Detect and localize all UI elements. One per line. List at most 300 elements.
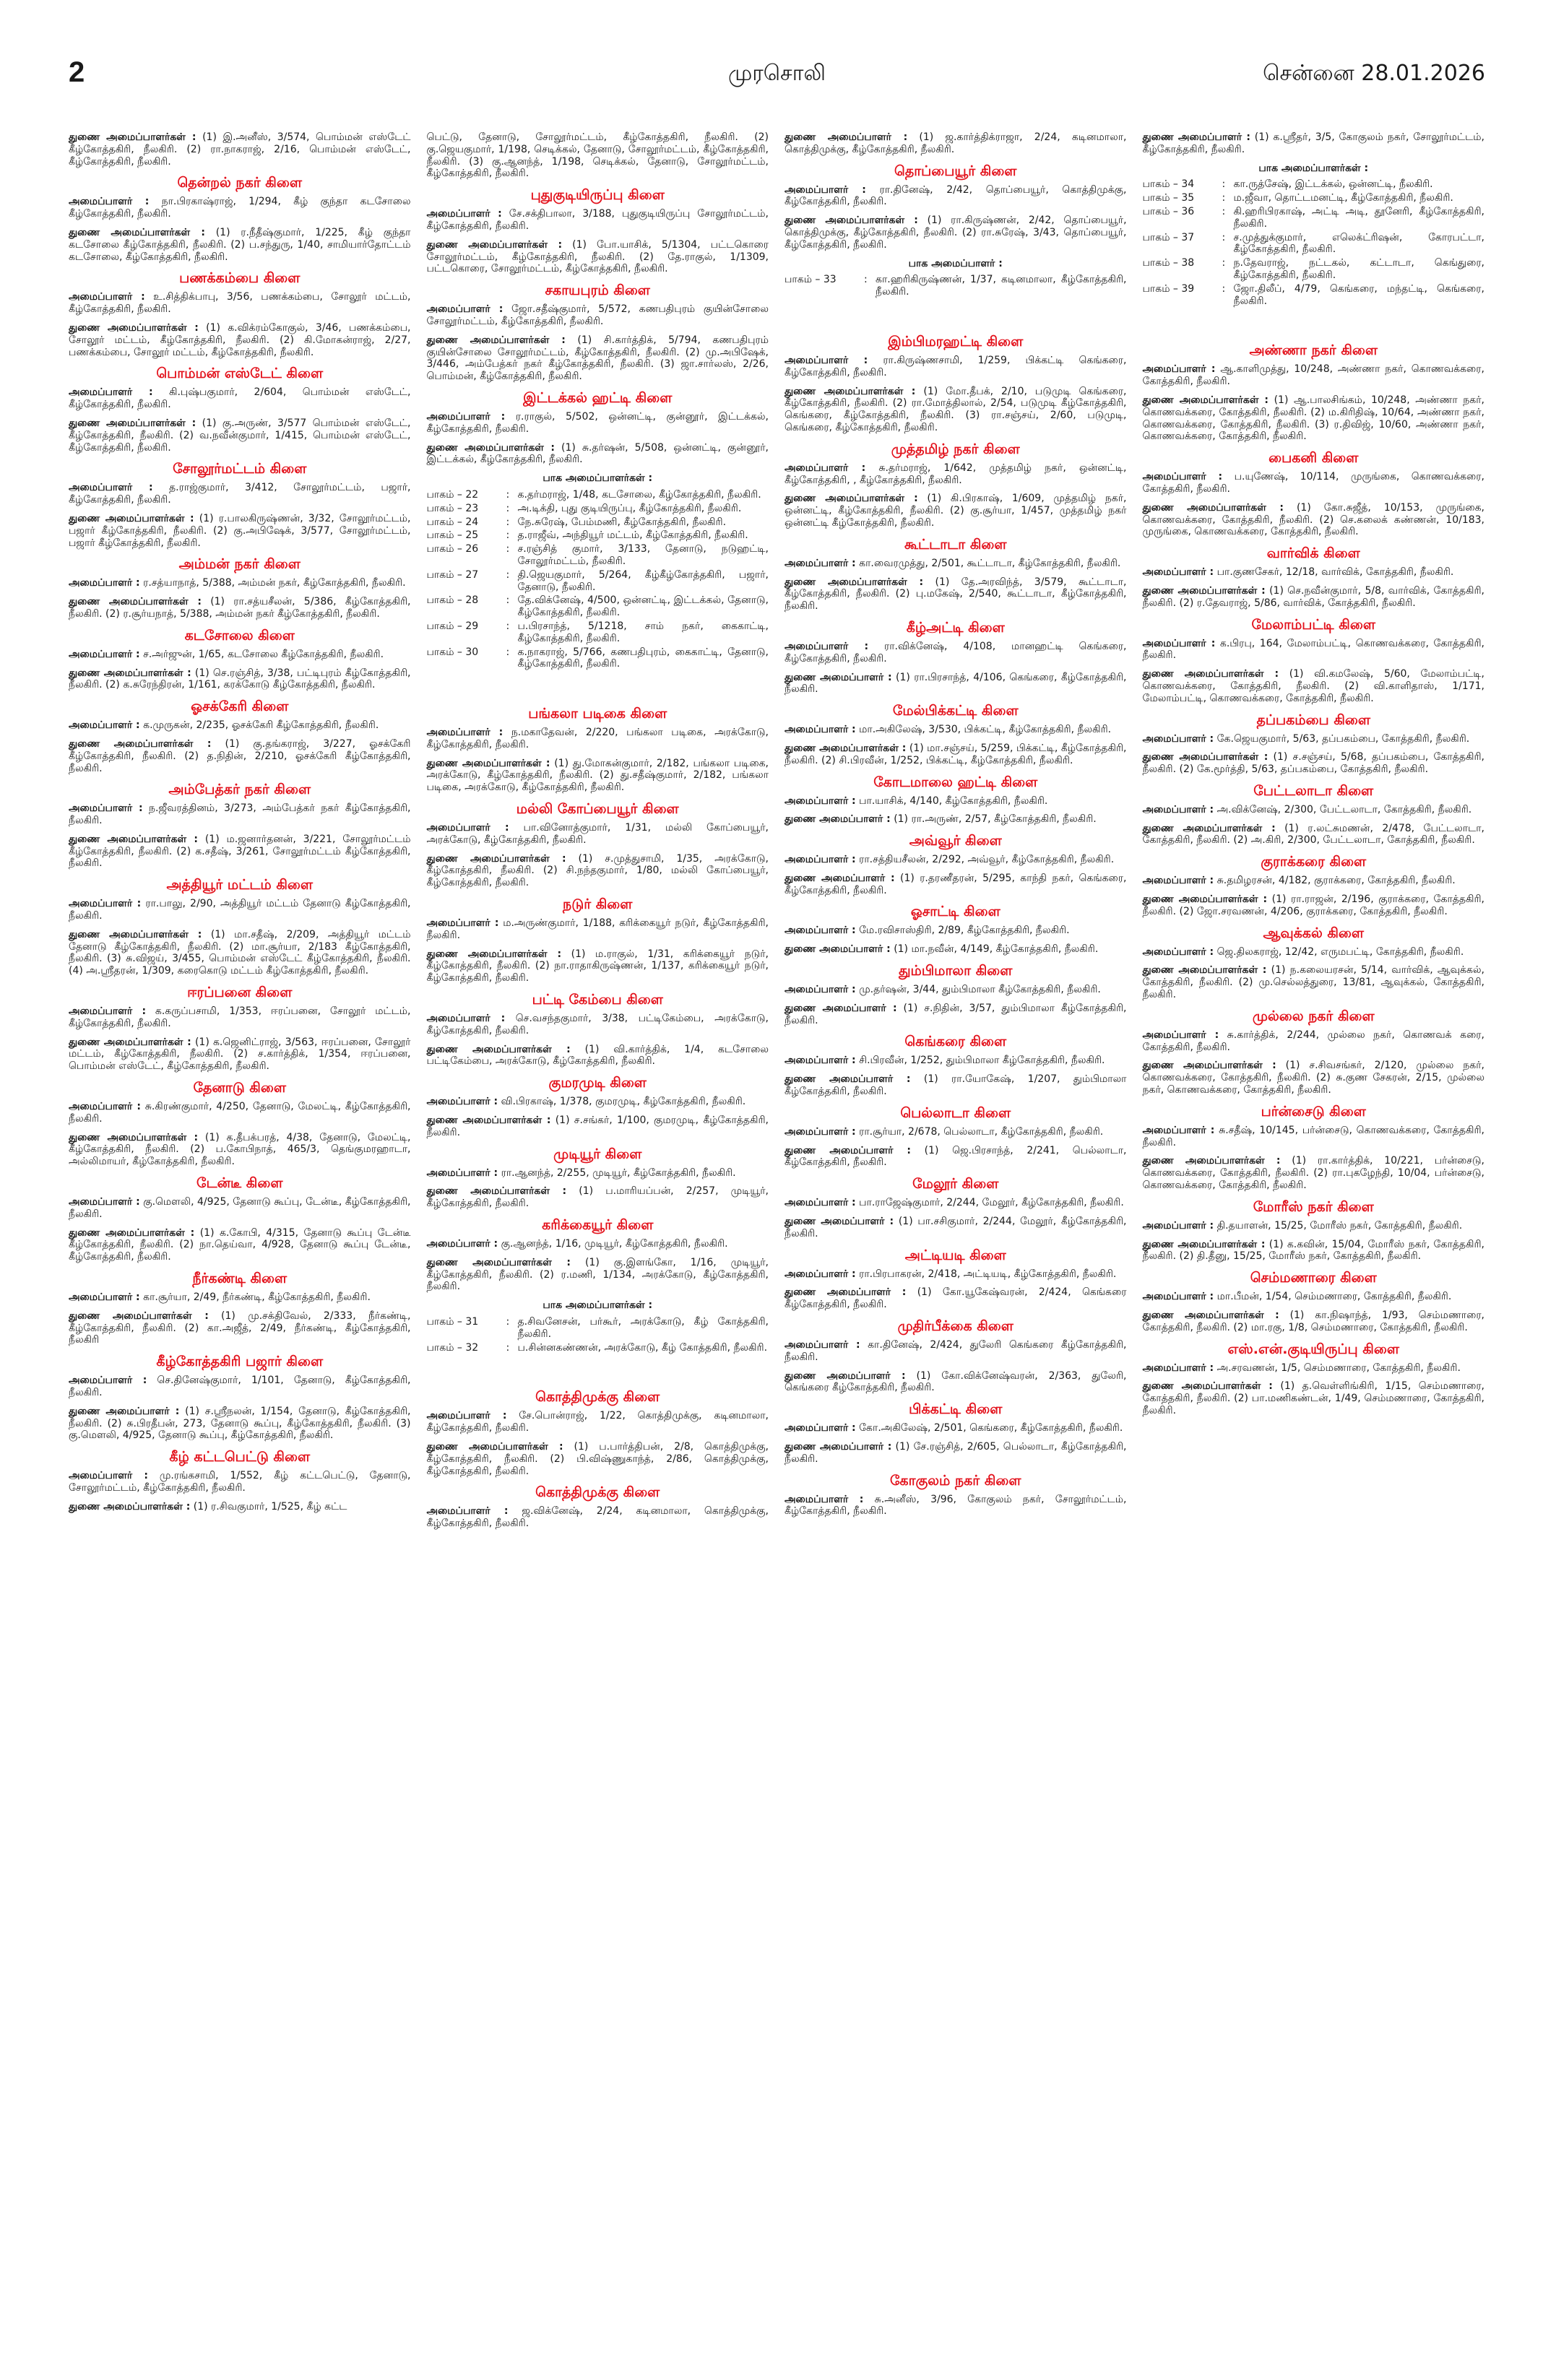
role-label: துணை அமைப்பாளர்கள் : <box>1142 394 1269 406</box>
role-label: அமைப்பாளர் : <box>785 1055 856 1067</box>
role-label: அமைப்பாளர் : <box>426 208 502 220</box>
role-label: அமைப்பாளர் : <box>69 196 150 208</box>
role-label: துணை அமைப்பாளர் : <box>785 813 891 826</box>
entry-text: (1) கோ.சுஜீத், 10/153, முருங்கை, கொணவக்கரை, கோத்தகிரி, நீலகிரி. (2) செ.கலைக் கண்ணன், 10/183, முருங்கை, கொணவக்கரை, கோத்தகிரி, நீலகிரி. <box>1142 501 1485 538</box>
entry-text: பா.யாசிக், 4/140, கீழ்கோத்தகிரி, நீலகிரி. <box>859 795 1048 807</box>
organizer-entry <box>1143 1220 1485 1232</box>
organizer-entry <box>69 1470 411 1494</box>
role-label: துணை அமைப்பாளர்கள் : <box>785 576 924 588</box>
organizer-entry <box>1143 733 1485 745</box>
entry-text: (1) மா.சஞ்சய், 5/259, பிக்கட்டி, கீழ்கோத்தகிரி, நீலகிரி. (2) சி.பிரவீன், 1/252, பிக்கட்டி, கீழ்கோத்தகிரி, நீலகிரி. <box>785 742 1127 766</box>
deputy-organizers-entry <box>69 1132 411 1168</box>
branch-heading: பிக்கட்டி கிளை <box>909 1401 1003 1418</box>
deputy-organizers-entry <box>427 948 769 985</box>
separator: : <box>1222 231 1226 243</box>
branch-heading: கரிக்கையூர் கிளை <box>542 1217 654 1234</box>
deputy-organizers-entry <box>1143 1155 1485 1191</box>
entry-text: ரா.பிரபாகரன், 2/418, அட்டியடி, கீழ்கோத்தகிரி, நீலகிரி. <box>859 1268 1117 1280</box>
role-label: துணை அமைப்பாளர்கள் : <box>1142 1155 1281 1167</box>
role-label: அமைப்பாளர் : <box>1142 1029 1219 1041</box>
entry-text: (1) ஜெ.பிரசாந்த், 2/241, பெல்லாடா, கீழ்கோத்தகிரி, நீலகிரி. <box>785 1144 1127 1169</box>
organizer-entry <box>69 1101 411 1125</box>
part-number <box>427 620 506 645</box>
organizer-entry <box>785 1268 1127 1281</box>
part-organizers-heading: பாக அமைப்பாளர்கள் : <box>543 1299 653 1312</box>
entry-text: சே.பொன்ராஜ், 1/22, கொத்திமுக்கு, கடினமாலா, கீழ்கோத்தகிரி, நீலகிரி. <box>426 1410 769 1435</box>
deputy-organizers-entry <box>1143 1310 1485 1334</box>
role-label: துணை அமைப்பாளர்கள் : <box>69 833 199 845</box>
deputy-organizers-entry <box>785 813 1127 826</box>
role-label: அமைப்பாளர் : <box>426 410 506 423</box>
part-organizer: ம.ஜீவா, தொட்டமனட்டி, கீழ்கோத்தகிரி, நீலகிரி. <box>1233 192 1453 204</box>
deputy-organizers-entry <box>69 513 411 549</box>
deputy-organizers-entry <box>1143 502 1485 538</box>
role-label: துணை அமைப்பாளர்கள் : <box>426 1256 571 1268</box>
deputy-organizers-entry <box>1143 1239 1485 1263</box>
part-entry <box>427 1342 769 1354</box>
role-label: துணை அமைப்பாளர்கள் : <box>1142 893 1268 906</box>
role-label: துணை அமைப்பாளர்கள் : <box>69 1036 191 1048</box>
masthead <box>69 56 1485 100</box>
branch-heading: பர்ன்சைடு கிளை <box>1261 1103 1366 1120</box>
organizer-entry <box>1143 804 1485 816</box>
entry-text: உ.சித்திக்பாபு, 3/56, பணக்கம்பை, சோலூர் மட்டம், கீழ்கோத்தகிரி, நீலகிரி. <box>69 291 411 316</box>
role-label: துணை அமைப்பாளர்கள் : <box>69 737 212 750</box>
deputy-organizers-entry <box>69 929 411 977</box>
entry-text: ஜெ.திலகராஜ், 12/42, எருமபட்டி, கோத்தகிரி, நீலகிரி. <box>1216 945 1464 958</box>
role-label: துணை அமைப்பாளர்கள் : <box>426 948 562 960</box>
separator: : <box>506 488 510 501</box>
branch-heading: கூட்டாடா கிளை <box>904 536 1007 553</box>
part-organizer: ப.பிரசாந்த், 5/1218, சாம் நகர், கைகாட்டி, கீழ்கோத்தகிரி, நீலகிரி. <box>517 620 769 644</box>
organizer-entry <box>785 925 1127 937</box>
branch-heading: முடியூர் கிளை <box>553 1146 642 1162</box>
part-number <box>427 503 506 515</box>
part-num: 24 <box>465 516 479 528</box>
entry-text: (1) கா.நிஷாந்த், 1/93, செம்மணாரை, கோத்தகிரி, நீலகிரி. (2) மா.ரகு, 1/8, செம்மணாரை, கோத்தகிரி, நீலகிரி. <box>1142 1310 1485 1333</box>
branch-heading: நீர்கண்டி கிளை <box>192 1271 288 1287</box>
branch-heading: கீழ் கட்டபெட்டு கிளை <box>169 1449 311 1466</box>
part-organizer: தே.விக்னேஷ், 4/500, ஒன்னட்டி, இட்டக்கல், தேனாடு, கீழ்கோத்தகிரி, நீலகிரி. <box>517 594 769 619</box>
branch-heading: கீழ்கோத்தகிரி பஜார் கிளை <box>156 1354 324 1370</box>
entry-text: (1) செ.நவீன்குமார், 5/8, வார்விக், கோத்தகிரி, நீலகிரி. (2) ர.தேவராஜ், 5/86, வார்விக், கோத்தகிரி, நீலகிரி. <box>1142 584 1484 609</box>
organizer-entry <box>1143 1125 1485 1149</box>
part-entry <box>427 516 769 529</box>
entry-text: பா.ராஜேஷ்குமார், 2/244, மேலூர், கீழ்கோத்தகிரி, நீலகிரி. <box>859 1197 1124 1209</box>
deputy-organizers-entry <box>1143 1060 1485 1096</box>
deputy-organizers-entry <box>785 1073 1127 1098</box>
entry-text: சே.சக்திபாலா, 3/188, புதுகுடியிருப்பு சோலூர்மட்டம், கீழ்கோத்தகிரி, நீலகிரி. <box>426 208 769 232</box>
deputy-organizers-entry <box>1143 964 1485 1000</box>
role-label: அமைப்பாளர் : <box>69 1291 140 1304</box>
part-prefix: பாகம் – <box>426 1341 462 1354</box>
branch-heading: இட்டக்கல் ஹட்டி கிளை <box>523 389 673 406</box>
role-label: அமைப்பாளர் : <box>785 354 868 366</box>
deputy-organizers-entry <box>69 596 411 620</box>
part-num: 28 <box>465 594 479 607</box>
organizer-entry <box>69 386 411 411</box>
part-prefix: பாகம் – <box>1142 192 1178 204</box>
deputy-organizers-entry <box>1143 751 1485 776</box>
entry-text: (1) போ.யாசிக், 5/1304, பட்டகொரை சோலூர்மட்டம், கீழ்கோத்தகிரி, நீலகிரி. (2) தே.ராகுல், 1/1309, பட்டகொரை, சோலூர்மட்டம், கீழ்கோத்தகிரி, நீலகிரி. <box>426 238 769 275</box>
branch-heading: பெல்லாடா கிளை <box>900 1104 1011 1121</box>
role-label: துணை அமைப்பாளர்கள் : <box>785 385 916 397</box>
organizer-entry <box>785 1197 1127 1209</box>
organizer-entry <box>427 1410 769 1435</box>
branch-heading: மோரீஸ் நகர் கிளை <box>1253 1198 1374 1215</box>
deputy-organizers-entry <box>69 667 411 692</box>
organizer-entry <box>427 1013 769 1037</box>
entry-text: (1) சி.கார்த்திக், 5/794, கணபதிபுரம் குயின்சோலை சோலூர்மட்டம், கீழ்கோத்தகிரி, நீலகிரி. (2) மு.அபிஷேக், 3/446, அம்பேத்கர் நகர் கீழ்கோத்தகிரி, நீலகிரி. (3) ஜா.சார்லஸ், 2/26, பொம்மன், கீழ்கோத்தகிரி, நீலகிரி. <box>426 334 769 383</box>
organizer-entry <box>69 898 411 922</box>
role-label: அமைப்பாளர் : <box>1142 1219 1214 1232</box>
continued-entry <box>427 131 769 180</box>
entry-text: (1) ம.ஜனார்தனன், 3/221, சோலூர்மட்டம் கீழ்கோத்தகிரி, நீலகிரி. (2) க.சதீஷ், 3/261, சோலூர்மட்டம் கீழ்கோத்தகிரி, நீலகிரி. <box>69 833 411 870</box>
organizer-entry <box>1143 1291 1485 1303</box>
branch-heading: கொத்திமுக்கு கிளை <box>535 1484 660 1501</box>
part-number <box>785 274 864 298</box>
role-label: அமைப்பாளர் : <box>785 1339 860 1351</box>
part-organizer: ஜோ.திலீப், 4/79, கெங்கரை, மந்தட்டி, கெங்கரை, நீலகிரி. <box>1233 282 1484 307</box>
entry-text: (1) கு.தங்கராஜ், 3/227, ஓசக்கேரி கீழ்கோத்தகிரி, நீலகிரி. (2) த.நிதின், 2/210, ஓசக்கேரி கீழ்கோத்தகிரி, நீலகிரி. <box>69 737 411 774</box>
deputy-organizers-entry <box>785 1145 1127 1169</box>
entry-text: (1) க.கவின், 15/04, மோரீஸ் நகர், கோத்தகிரி, நீலகிரி. (2) தி.தீனு, 15/25, மோரீஸ் நகர், கோத்தகிரி, நீலகிரி. <box>1142 1238 1485 1263</box>
branch-heading: ஆவுக்கல் கிளை <box>1263 925 1365 941</box>
branch-heading: முதிர்பீக்கை கிளை <box>897 1318 1013 1335</box>
entry-text: (1) ப.பார்த்திபன், 2/8, கொத்திமுக்கு, கீழ்கோத்தகிரி, நீலகிரி. (2) பி.விஷ்ணுகாந்த், 2/86, கொத்திமுக்கு, கீழ்கோத்தகிரி, நீலகிரி. <box>426 1440 769 1477</box>
deputy-organizers-entry <box>69 227 411 263</box>
entry-text: (1) ந.கலையரசன், 5/14, வார்விக், ஆவுக்கல், கோத்தகிரி, நீலகிரி. (2) மு.செல்லத்துரை, 13/81, ஆவுக்கல், கோத்தகிரி, நீலகிரி. <box>1142 964 1484 1001</box>
branch-heading: மேலூர் கிளை <box>912 1176 999 1193</box>
part-num: 35 <box>1181 192 1195 204</box>
branch-heading: குராக்கரை கிளை <box>1261 854 1367 870</box>
role-label: அமைப்பாளர் : <box>69 648 140 660</box>
entry-text: அ.சரவணன், 1/5, செம்மணாரை, கோத்தகிரி, நீலகிரி. <box>1216 1362 1461 1374</box>
part-number <box>427 516 506 529</box>
organizer-entry <box>427 411 769 436</box>
entry-text: பா.குணசேகர், 12/18, வார்விக், கோத்தகிரி, நீலகிரி. <box>1216 566 1454 579</box>
separator: : <box>506 1316 510 1328</box>
part-entry <box>427 543 769 568</box>
entry-text: ரா.தினேஷ், 2/42, தொப்பையூர், கொத்திமுக்கு, கீழ்கோத்தகிரி, நீலகிரி. <box>785 183 1127 208</box>
organizer-entry <box>785 558 1127 570</box>
branch-heading: தென்றல் நகர் கிளை <box>177 175 302 191</box>
branch-heading: கொத்திமுக்கு கிளை <box>535 1389 660 1406</box>
role-label: துணை அமைப்பாளர்கள் : <box>69 321 199 334</box>
deputy-organizers-entry <box>69 1501 411 1513</box>
deputy-organizers-entry <box>1143 394 1485 443</box>
role-label: துணை அமைப்பாளர் : <box>785 1144 912 1156</box>
organizer-entry <box>785 1422 1127 1435</box>
entry-text: (1) க.ஜெனிட்ராஜ், 3/563, ஈரப்பனை, சோலூர் மட்டம், கீழ்கோத்தகிரி, நீலகிரி. (2) ச.கார்த்திக், 1/354, ஈரப்பனை, பொம்மன் எஸ்டேட், கீழ்கோத்தகிரி, நீலகிரி. <box>69 1036 411 1073</box>
branch-heading: செம்மணாரை கிளை <box>1250 1270 1377 1286</box>
organizer-entry <box>427 1167 769 1180</box>
entry-text: (1) ச.முத்துசாமி, 1/35, அரக்கோடு, கீழ்கோத்தகிரி, நீலகிரி. (2) சி.நந்தகுமார், 1/80, மல்லி கோப்பையூர், கீழ்கோத்தகிரி, நீலகிரி. <box>426 852 769 889</box>
branch-heading: தப்பகம்பை கிளை <box>1256 711 1371 728</box>
deputy-organizers-entry <box>69 1227 411 1263</box>
part-number <box>1143 206 1222 230</box>
entry-text: மா.அகிலேஷ், 3/530, பிக்கட்டி, கீழ்கோத்தகிரி, நீலகிரி. <box>859 724 1112 736</box>
deputy-organizers-entry <box>427 1044 769 1068</box>
part-num: 36 <box>1181 205 1195 217</box>
deputy-organizers-entry <box>785 943 1127 956</box>
entry-text: கு.ஆனந்த், 1/16, முடியூர், கீழ்கோத்தகிரி, நீலகிரி. <box>501 1238 728 1250</box>
part-entry <box>1143 257 1485 282</box>
entry-text: (1) கு.அருண், 3/577 பொம்மன் எஸ்டேட், கீழ்கோத்தகிரி, நீலகிரி. (2) வ.நவீன்குமார், 1/415, பொம்மன் எஸ்டேட், கீழ்கோத்தகிரி, நீலகிரி. <box>69 417 411 454</box>
organizer-entry <box>69 1005 411 1030</box>
entry-text: கே.ஜெயகுமார், 5/63, தப்பகம்பை, கோத்தகிரி, நீலகிரி. <box>1216 732 1470 745</box>
role-label: துணை அமைப்பாளர்கள் : <box>69 417 196 429</box>
branch-heading: பணக்கம்பை கிளை <box>179 270 301 287</box>
entry-text: (1) மா.சதீஷ், 2/209, அத்தியூர் மட்டம் தேனாடு கீழ்கோத்தகிரி, நீலகிரி. (2) மா.சூர்யா, 2/183 கீழ்கோத்தகிரி, நீலகிரி. (3) சு.விஜய், 3/455, பொம்மன் எஸ்டேட் கீழ்கோத்தகிரி, நீலகிரி. (4) அ.ஸ்ரீதரன், 1/309, கரைகொடு மட்டம் கீழ்கோத்தகிரி, நீலகிரி. <box>69 928 411 977</box>
deputy-organizers-entry <box>427 758 769 794</box>
article-columns <box>69 131 1484 1536</box>
organizer-entry <box>69 482 411 506</box>
role-label: அமைப்பாளர் : <box>785 183 866 196</box>
branch-heading: ஈரப்பனை கிளை <box>187 985 293 1001</box>
part-entry <box>427 620 769 645</box>
part-prefix: பாகம் – <box>426 568 462 581</box>
part-organizer: க.தர்மராஜ், 1/48, கடசோலை, கீழ்கோத்தகிரி, நீலகிரி. <box>517 488 761 501</box>
entry-text: ஆ.காளிமுத்து, 10/248, அண்ணா நகர், கொணவக்கரை, கோத்தகிரி, நீலகிரி. <box>1142 363 1484 388</box>
role-label: அமைப்பாளர் : <box>785 724 856 736</box>
entry-text: மு.தர்ஷன், 3/44, தும்பிமாலா கீழ்கோத்தகிரி, நீலகிரி. <box>859 984 1101 996</box>
role-label: அமைப்பாளர் : <box>785 1197 856 1209</box>
branch-heading: தொப்பையூர் கிளை <box>894 163 1017 179</box>
role-label: துணை அமைப்பாளர் : <box>785 1369 906 1382</box>
branch-heading: கோகுலம் நகர் கிளை <box>889 1472 1021 1489</box>
role-label: துணை அமைப்பாளர்கள் : <box>69 667 191 679</box>
deputy-organizers-entry <box>1143 131 1485 156</box>
entry-text: ரா.விக்னேஷ், 4/108, மானஹட்டி கெங்கரை, கீழ்கோத்தகிரி, நீலகிரி. <box>785 640 1127 665</box>
entry-text: பா.வினோத்குமார், 1/31, மல்லி கோப்பையூர், அரக்கோடு, கீழ்கோத்தகிரி, நீலகிரி. <box>426 822 769 846</box>
entry-text: (1) வி.கமலேஷ், 5/60, மேலாம்பட்டி, கொணவக்கரை, கோத்தகிரி, நீலகிரி. (2) வி.காளிதாஸ், 1/171, மேலாம்பட்டி, கொணவக்கரை, கோத்தகிரி, நீலகிரி. <box>1142 668 1485 704</box>
entry-text: ரா.ஆனந்த், 2/255, முடியூர், கீழ்கோத்தகிரி, நீலகிரி. <box>501 1167 736 1179</box>
column-1 <box>69 131 411 1536</box>
role-label: அமைப்பாளர் : <box>426 1410 507 1422</box>
deputy-organizers-entry <box>785 873 1127 897</box>
role-label: அமைப்பாளர் : <box>1142 1124 1215 1136</box>
part-organizer: ச.ரஞ்சித் குமார், 3/133, தேனாடு, நடுஹட்டி, சோலூர்மட்டம், நீலகிரி. <box>517 543 769 567</box>
organizer-entry <box>785 854 1127 866</box>
organizer-entry <box>1143 471 1485 496</box>
entry-text: (1) ரா.ராஜன், 2/196, குராக்கரை, கோத்தகிரி, நீலகிரி. (2) ஜோ.சரவணன், 4/206, குராக்கரை, கோத்தகிரி, நீலகிரி. <box>1142 893 1484 917</box>
role-label: துணை அமைப்பாளர் : <box>785 1002 897 1014</box>
part-prefix: பாகம் – <box>426 620 462 632</box>
role-label: துணை அமைப்பாளர்கள் : <box>1142 584 1266 597</box>
entry-text: (1) மு.சக்திவேல், 2/333, நீர்கண்டி, கீழ்கோத்தகிரி, நீலகிரி. (2) கா.அஜீத், 2/49, நீர்கண்டி, கீழ்கோத்தகிரி, நீலகிரி <box>69 1310 411 1346</box>
entry-text: (1) ரா.யோகேஷ், 1/207, தும்பிமாலா கீழ்கோத்தகிரி, நீலகிரி. <box>785 1073 1127 1098</box>
role-label: அமைப்பாளர் : <box>69 577 140 589</box>
entry-text: (1) ரா.அருண், 2/57, கீழ்கோத்தகிரி, நீலகிரி. <box>894 813 1097 826</box>
entry-text: ர.சத்யாநாத், 5/388, அம்மன் நகர், கீழ்கோத்தகிரி, நீலகிரி. <box>143 577 406 589</box>
role-label: அமைப்பாளர் : <box>69 291 145 303</box>
part-prefix: பாகம் – <box>426 1316 462 1328</box>
organizer-entry <box>69 649 411 661</box>
branch-heading: முல்லை நகர் கிளை <box>1252 1008 1375 1024</box>
entry-text: (1) ர.பாலகிருஷ்ணன், 3/32, சோலூர்மட்டம், பஜார் கீழ்கோத்தகிரி, நீலகிரி. (2) கு.அபிஷேக், 3/577, சோலூர்மட்டம், பஜார் கீழ்கோத்தகிரி, நீலகிரி. <box>69 512 411 549</box>
organizer-entry <box>69 1196 411 1221</box>
role-label: துணை அமைப்பாளர்கள் : <box>426 441 555 454</box>
branch-heading: அண்ணா நகர் கிளை <box>1249 342 1378 359</box>
role-label: அமைப்பாளர் : <box>69 1196 140 1208</box>
organizer-entry <box>785 795 1127 808</box>
role-label: துணை அமைப்பாளர்கள் : <box>1142 501 1284 514</box>
entry-text: கோ.அகிலேஷ், 2/501, கெங்கரை, கீழ்கோத்தகிரி, நீலகிரி. <box>859 1422 1123 1435</box>
organizer-entry <box>1143 1362 1485 1375</box>
deputy-organizers-entry <box>69 1310 411 1346</box>
deputy-organizers-entry <box>785 131 1127 156</box>
role-label: அமைப்பாளர் : <box>1142 566 1214 579</box>
organizer-entry <box>785 724 1127 736</box>
part-organizers-heading: பாக அமைப்பாளர்கள் : <box>543 472 653 485</box>
separator: : <box>864 274 868 286</box>
separator: : <box>1222 178 1226 191</box>
part-num: 38 <box>1181 257 1195 269</box>
part-entry <box>1143 178 1485 191</box>
entry-text: (1) கு.இளங்கோ, 1/16, முடியூர், கீழ்கோத்தகிரி, நீலகிரி. (2) ர.மணி, 1/134, அரக்கோடு, கீழ்கோத்தகிரி, நீலகிரி. <box>426 1256 769 1293</box>
organizer-entry <box>785 641 1127 665</box>
entry-text: (1) ரா.பிரசாந்த், 4/106, கெங்கரை, கீழ்கோத்தகிரி, நீலகிரி. <box>785 671 1127 696</box>
role-label: அமைப்பாளர் : <box>1142 803 1214 815</box>
entry-text: தி.தயாளன், 15/25, மோரீஸ் நகர், கோத்தகிரி, நீலகிரி. <box>1216 1219 1463 1232</box>
entry-text: மா.பீமன், 1/54, செம்மணாரை, கோத்தகிரி, நீலகிரி. <box>1216 1291 1452 1303</box>
organizer-entry <box>427 208 769 233</box>
entry-text: (1) இ.அனீஸ், 3/574, பொம்மன் எஸ்டேட் கீழ்கோத்தகிரி, நீலகிரி. (2) ரா.நாகராஜ், 2/16, பொம்மன் எஸ்டேட், கீழ்கோத்தகிரி, நீலகிரி. <box>69 131 411 168</box>
part-organizer: கி.ஹரிபிரகாஷ், அட்டி அடி, தூனேரி, கீழ்கோத்தகிரி, நீலகிரி. <box>1233 205 1484 230</box>
part-number <box>427 646 506 671</box>
role-label: துணை அமைப்பாளர்கள் : <box>785 493 918 505</box>
entry-text: (1) கி.பிரகாஷ், 1/609, முத்தமிழ் நகர், ஒன்னட்டி, கீழ்கோத்தகிரி, நீலகிரி. (2) கு.சூர்யா, 1/457, முத்தமிழ் நகர் ஒன்னட்டி கீழ்கோத்தகிரி, நீலகிரி. <box>785 493 1127 529</box>
deputy-organizers-entry <box>427 853 769 889</box>
role-label: அமைப்பாளர் : <box>1142 1362 1214 1374</box>
entry-text: ரா.சூர்யா, 2/678, பெல்லாடா, கீழ்கோத்தகிரி, நீலகிரி. <box>859 1125 1104 1138</box>
entry-text: (1) த.வெள்ளிங்கிரி, 1/15, செம்மணாரை, கோத்தகிரி, நீலகிரி. (2) பா.மணிகண்டன், 1/49, செம்மணாரை, கோத்தகிரி, நீலகிரி. <box>1142 1380 1484 1416</box>
role-label: அமைப்பாளர் : <box>426 1096 498 1108</box>
deputy-organizers-entry <box>785 1370 1127 1395</box>
organizer-entry <box>1143 638 1485 662</box>
entry-text: அ.விக்னேஷ், 2/300, பேட்டலாடா, கோத்தகிரி, நீலகிரி. <box>1216 803 1472 815</box>
role-label: அமைப்பாளர் : <box>69 482 153 494</box>
part-entry <box>427 569 769 594</box>
role-label: அமைப்பாளர் : <box>1142 363 1216 376</box>
deputy-organizers-entry <box>1143 823 1485 847</box>
organizer-entry <box>427 917 769 942</box>
part-num: 22 <box>465 488 479 501</box>
part-organizer: கா.ருத்சேஷ், இட்டக்கல், ஒன்னட்டி, நீலகிரி. <box>1233 178 1433 191</box>
deputy-organizers-entry <box>785 493 1127 529</box>
deputy-organizers-entry <box>427 239 769 275</box>
separator: : <box>506 529 510 542</box>
separator: : <box>506 502 510 514</box>
deputy-organizers-entry <box>785 1216 1127 1240</box>
entry-text: மே.ரவிசாஸ்திரி, 2/89, கீழ்கோத்தகிரி, நீலகிரி. <box>859 925 1070 937</box>
organizer-entry <box>785 184 1127 209</box>
entry-text: மு.ரங்கசாமி, 1/552, கீழ் கட்டபெட்டு, தேனாடு, சோலூர்மட்டம், கீழ்கோத்தகிரி, நீலகிரி. <box>69 1470 411 1494</box>
role-label: துணை அமைப்பாளர்கள் : <box>426 1043 571 1055</box>
part-entry <box>427 503 769 515</box>
deputy-organizers-entry <box>785 743 1127 767</box>
entry-text: (1) க.விக்ரம்கோகுல், 3/46, பணக்கம்பை, சோலூர் மட்டம், கீழ்கோத்தகிரி, நீலகிரி. (2) கி.மோகன்ராஜ், 2/27, பணக்கம்பை, சோலூர் மட்டம், கீழ்கோத்தகிரி, நீலகிரி. <box>69 321 411 358</box>
part-number <box>1143 283 1222 308</box>
organizer-entry <box>1143 946 1485 959</box>
organizer-entry <box>69 1291 411 1304</box>
entry-text: ரா.சத்தியசீலன், 2/292, அவ்வூர், கீழ்கோத்தகிரி, நீலகிரி. <box>859 854 1115 866</box>
part-number <box>1143 257 1222 282</box>
entry-text: நா.பிரகாஷ்ராஜ், 1/294, கீழ் குந்தா கடசோலை கீழ்கோத்தகிரி, நீலகிரி. <box>69 196 411 220</box>
separator: : <box>506 620 510 632</box>
role-label: துணை அமைப்பாளர்கள் : <box>426 238 563 251</box>
separator: : <box>1222 282 1226 295</box>
branch-heading: கடசோலை கிளை <box>184 627 295 644</box>
part-prefix: பாகம் – <box>785 274 821 286</box>
deputy-organizers-entry <box>785 1441 1127 1466</box>
part-organizer: அ.டிக்தி, புது குடியிருப்பு, கீழ்கோத்தகிரி, நீலகிரி. <box>517 502 742 514</box>
entry-text: (1) ச.நிதின், 3/57, தும்பிமாலா கீழ்கோத்தகிரி, நீலகிரி. <box>785 1002 1127 1026</box>
role-label: துணை அமைப்பாளர் : <box>785 1073 911 1086</box>
part-prefix: பாகம் – <box>1142 282 1178 295</box>
role-label: துணை அமைப்பாளர்கள் : <box>1142 668 1279 680</box>
part-entry <box>785 274 1127 298</box>
part-num: 29 <box>465 620 479 632</box>
deputy-organizers-entry <box>69 417 411 454</box>
part-num: 33 <box>823 274 837 286</box>
role-label: துணை அமைப்பாளர்கள் : <box>69 596 202 608</box>
separator: : <box>506 568 510 581</box>
part-num: 39 <box>1181 282 1195 295</box>
part-entry <box>1143 283 1485 308</box>
part-number <box>427 1342 506 1354</box>
part-organizer: ச.முத்துக்குமார், எலெக்ட்ரிஷன், கோரபட்டா, கீழ்கோத்தகிரி, நீலகிரி. <box>1233 231 1484 256</box>
role-label: துணை அமைப்பாளர்கள் : <box>1142 964 1267 977</box>
organizer-entry <box>427 727 769 751</box>
entry-text: வி.பிரகாஷ், 1/378, குமரமுடி, கீழ்கோத்தகிரி, நீலகிரி. <box>501 1096 746 1108</box>
role-label: அமைப்பாளர் : <box>1142 732 1214 745</box>
branch-heading: பேட்டலாடா கிளை <box>1253 782 1374 799</box>
deputy-organizers-entry <box>785 386 1127 434</box>
part-entry <box>427 594 769 619</box>
role-label: துணை அமைப்பாளர்கள் : <box>69 226 205 238</box>
deputy-organizers-entry <box>785 576 1127 613</box>
entry-text: செ.தினேஷ்குமார், 1/101, தேனாடு, கீழ்கோத்தகிரி, நீலகிரி. <box>69 1375 411 1398</box>
deputy-organizers-entry <box>785 1003 1127 1027</box>
role-label: துணை அமைப்பாளர்கள் : <box>69 928 202 940</box>
deputy-organizers-entry <box>427 1441 769 1477</box>
role-label: துணை அமைப்பாளர்கள் : <box>1142 1380 1273 1393</box>
role-label: அமைப்பாளர் : <box>1142 637 1216 649</box>
part-entry <box>1143 232 1485 256</box>
part-number <box>427 543 506 568</box>
branch-heading: அத்தியூர் மட்டம் கிளை <box>166 877 314 893</box>
deputy-organizers-entry <box>69 834 411 870</box>
entry-text: (1) ப.மாரியப்பன், 2/257, முடியூர், கீழ்கோத்தகிரி, நீலகிரி. <box>426 1185 769 1210</box>
entry-text: (1) க.ஸ்ரீதர், 3/5, கோகுலம் நகர், சோலூர்மட்டம், கீழ்கோத்தகிரி, நீலகிரி. <box>1142 131 1484 155</box>
role-label: அமைப்பாளர் : <box>426 822 509 834</box>
deputy-organizers-entry <box>1143 893 1485 918</box>
role-label: அமைப்பாளர் : <box>426 1167 498 1179</box>
entry-text: (1) மா.நவீன், 4/149, கீழ்கோத்தகிரி, நீலகிரி. <box>894 943 1099 956</box>
role-label: அமைப்பாளர் : <box>785 984 856 996</box>
entry-text: (1) தே.அரவிந்த், 3/579, கூட்டாடா, கீழ்கோத்தகிரி, நீலகிரி. (2) பு.மகேஷ், 2/540, கூட்டாடா, கீழ்கோத்தகிரி, நீலகிரி. <box>785 576 1127 613</box>
branch-heading: ஓசக்கேரி கிளை <box>191 698 289 715</box>
role-label: துணை அமைப்பாளர்கள் : <box>69 131 196 143</box>
entry-text: (1) க.கோபி, 4/315, தேனாடு கூப்பு டேன்டீ கீழ்கோத்தகிரி, நீலகிரி. (2) நா.தெய்வா, 4/928, தேனாடு கூப்பு டேன்டீ, கீழ்கோத்தகிரி, நீலகிரி. <box>69 1226 411 1263</box>
deputy-organizers-entry <box>785 1286 1127 1311</box>
part-organizer: த.ராஜீவ், அந்தியூர் மட்டம், கீழ்கோத்தகிரி, நீலகிரி. <box>517 529 748 542</box>
entry-text: கு.மௌலி, 4/925, தேனாடு கூப்பு, டேன்டீ, கீழ்கோத்தகிரி, நீலகிரி. <box>69 1196 411 1220</box>
entry-text: ஜ.விக்னேஷ், 2/24, கடினமாலா, கொத்திமுக்கு, கீழ்கோத்தகிரி, நீலகிரி. <box>426 1505 769 1530</box>
role-label: அமைப்பாளர் : <box>785 640 869 652</box>
